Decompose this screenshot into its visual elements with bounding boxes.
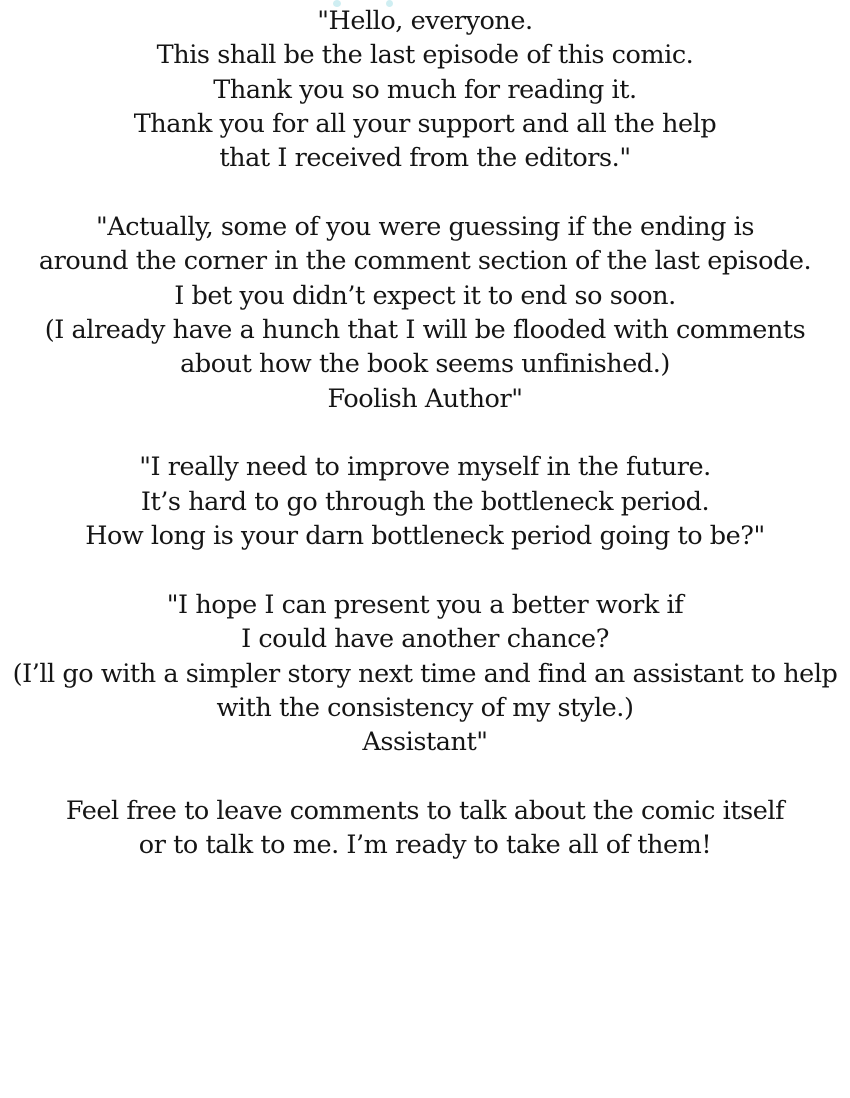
note-line: "Hello, everyone. bbox=[317, 6, 533, 36]
note-line: or to talk to me. I’m ready to take all of them! bbox=[138, 830, 712, 861]
note-line: Thank you for all your support and all the help bbox=[133, 109, 717, 140]
note-line: "I hope I can present you a better work if bbox=[166, 589, 684, 620]
note-line: How long is your darn bottleneck period going to be?" bbox=[85, 521, 765, 552]
note-line: with the consistency of my style.) bbox=[216, 692, 634, 723]
note-line: Thank you so much for reading it. bbox=[213, 74, 637, 105]
note-line: Assistant" bbox=[362, 727, 488, 758]
note-line: I bet you didn’t expect it to end so soon. bbox=[174, 280, 676, 311]
paragraph-ending bbox=[0, 210, 850, 416]
note-line: about how the book seems unfinished.) bbox=[180, 349, 670, 380]
note-line: Feel free to leave comments to talk about the comic itself bbox=[65, 795, 785, 826]
paragraph-improvement bbox=[0, 450, 850, 553]
paragraph-future bbox=[0, 588, 850, 760]
note-line: It’s hard to go through the bottleneck period. bbox=[140, 486, 710, 517]
paragraph-comments bbox=[0, 794, 850, 863]
note-line: I could have another chance? bbox=[241, 624, 609, 655]
paragraph-thanks bbox=[0, 4, 850, 176]
author-note bbox=[0, 4, 850, 863]
note-line: (I already have a hunch that I will be flooded with comments bbox=[44, 315, 806, 346]
note-line: that I received from the editors." bbox=[219, 143, 631, 174]
note-line: "I really need to improve myself in the future. bbox=[139, 452, 711, 483]
note-line: around the corner in the comment section of the last episode. bbox=[38, 246, 812, 277]
note-line: (I’ll go with a simpler story next time and find an assistant to help bbox=[12, 658, 838, 689]
note-line: "Actually, some of you were guessing if the ending is bbox=[96, 212, 754, 243]
note-line: This shall be the last episode of this comic. bbox=[156, 40, 694, 71]
note-line: Foolish Author" bbox=[327, 383, 523, 414]
